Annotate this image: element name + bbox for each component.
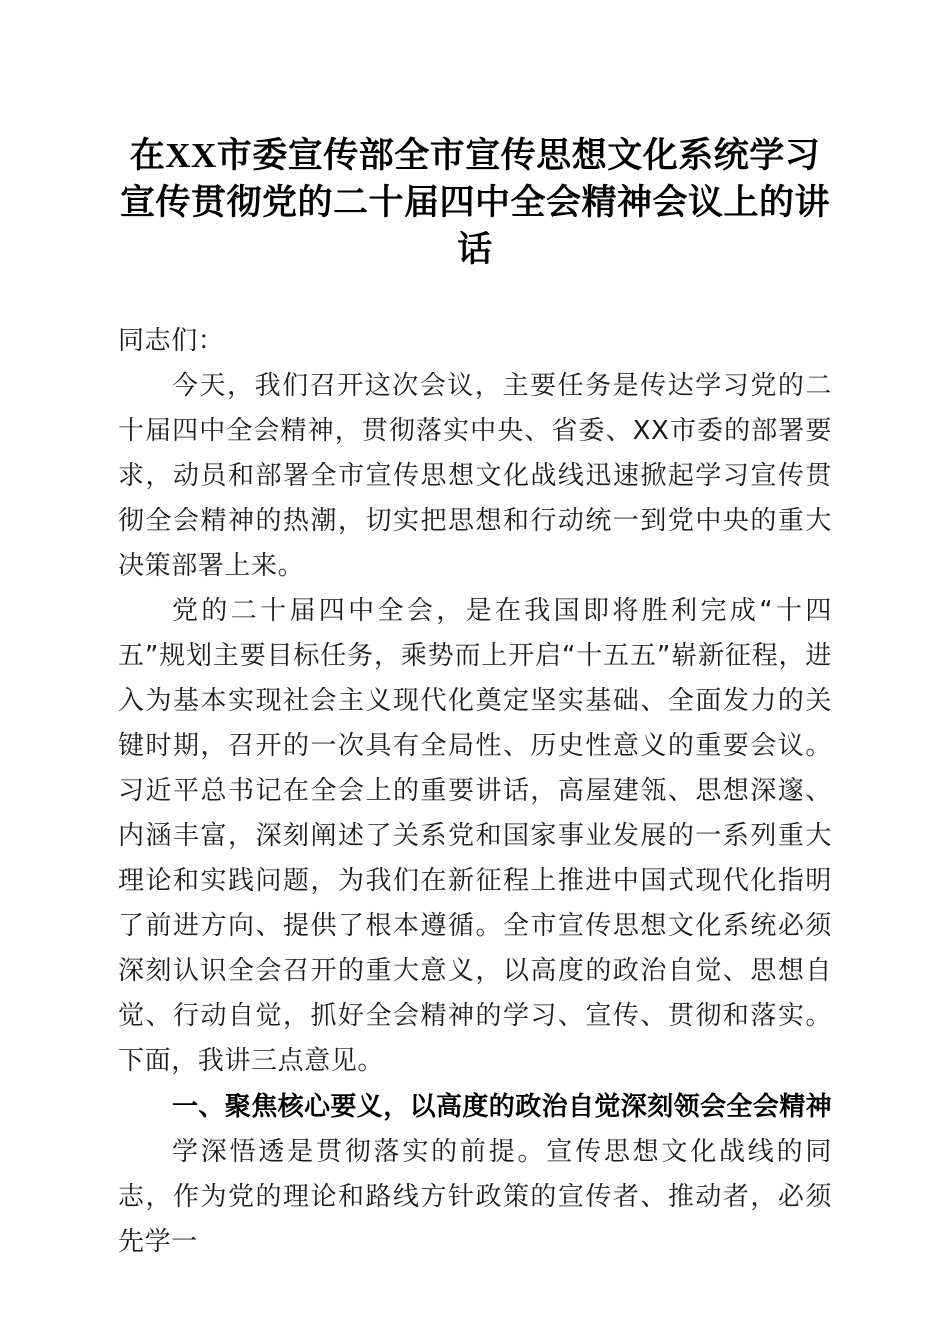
salutation: 同志们： [118,326,225,356]
section-heading-1: 一、聚焦核心要义，以高度的政治自觉深刻领会全会精神 [172,1092,833,1122]
section-1-paragraph-1: 学深悟透是贯彻落实的前提。宣传思想文化战线的同志，作为党的理论和路线方针政策的宣传者、推动者，必须先学一 [118,1137,832,1257]
document-content-area [118,0,832,1265]
body-paragraph-1: 今天，我们召开这次会议，主要任务是传达学习党的二十届四中全会精神，贯彻落实中央、省委、XX市委的部署要求，动员和部署全市宣传思想文化战线迅速掀起学习宣传贯彻全会精神的热潮，切实把思想和行动统一到党中央的重大决策部署上来。 [118,371,832,581]
body-paragraph-2: 党的二十届四中全会，是在我国即将胜利完成“十四五”规划主要目标任务，乘势而上开启“十五五”崭新征程，进入为基本实现社会主义现代化奠定坚实基础、全面发力的关键时期，召开的一次具有全局性、历史性意义的重要会议。习近平总书记在全会上的重要讲话，高屋建瓴、思想深邃、内涵丰富，深刻阐述了关系党和国家事业发展的一系列重大理论和实践问题，为我们在新征程上推进中国式现代化指明了前进方向、提供了根本遵循。全市宣传思想文化系统必须深刻认识全会召开的重大意义，以高度的政治自觉、思想自觉、行动自觉，抓好全会精神的学习、宣传、贯彻和落实。下面，我讲三点意见。 [118,596,832,1076]
page-title: 在XX市委宣传部全市宣传思想文化系统学习宣传贯彻党的二十届四中全会精神会议上的讲话 [119,136,830,269]
